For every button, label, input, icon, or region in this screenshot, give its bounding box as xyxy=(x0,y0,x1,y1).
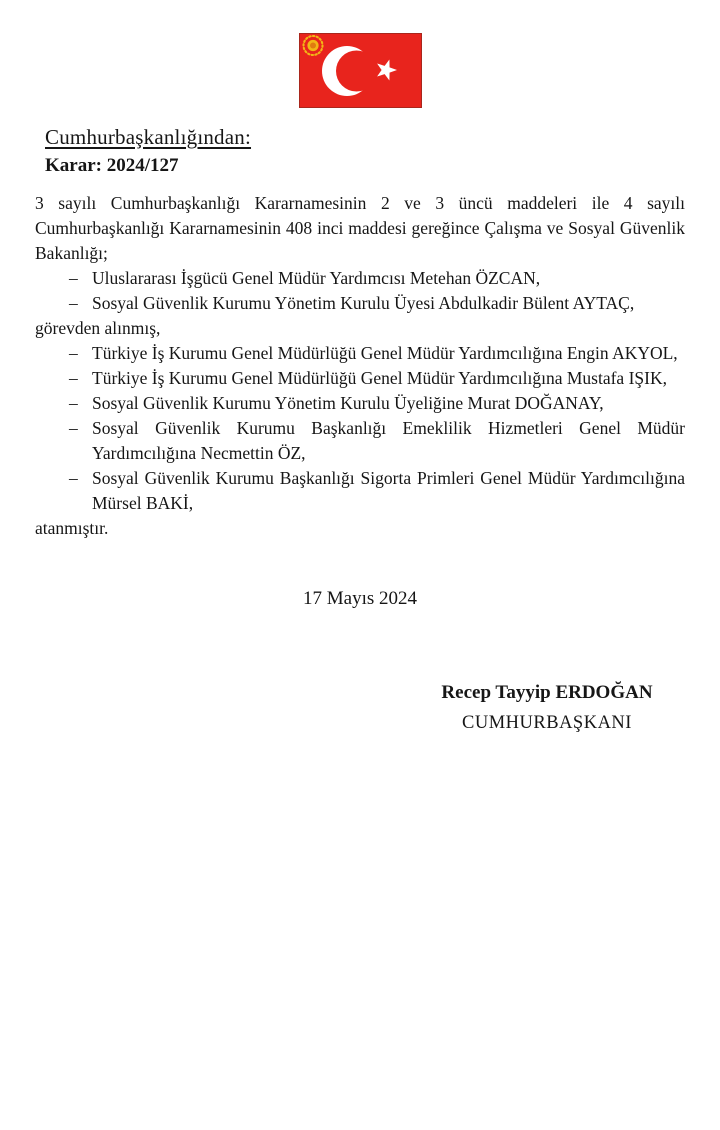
document-date: 17 Mayıs 2024 xyxy=(303,588,417,609)
document-heading xyxy=(45,124,685,178)
list-item-text: Sosyal Güvenlik Kurumu Başkanlığı Sigorta Primleri Genel Müdür Yardımcılığına Mürsel BAKİ, xyxy=(92,468,685,513)
dash-bullet: – xyxy=(69,393,78,413)
decree-body xyxy=(35,191,685,541)
list-item-text: Sosyal Güvenlik Kurumu Yönetim Kurulu Üyeliğine Murat DOĞANAY, xyxy=(92,393,604,413)
signature-block xyxy=(417,681,677,735)
issuer-line xyxy=(45,124,685,151)
decision-number: Karar: 2024/127 xyxy=(45,155,179,176)
dash-bullet: – xyxy=(69,293,78,313)
list-item-appointed xyxy=(35,416,685,466)
signatory-name: Recep Tayyip ERDOĞAN xyxy=(441,682,653,703)
list-item-dismissed xyxy=(35,291,685,316)
dash-bullet: – xyxy=(69,368,78,388)
dash-bullet: – xyxy=(69,418,78,438)
list-item-text: Sosyal Güvenlik Kurumu Yönetim Kurulu Üyesi Abdulkadir Bülent AYTAÇ, xyxy=(92,293,635,313)
signatory-title: CUMHURBAŞKANI xyxy=(462,713,632,733)
dash-bullet: – xyxy=(69,468,78,488)
list-item-appointed xyxy=(35,391,685,416)
list-item-appointed xyxy=(35,366,685,391)
dismissal-note: görevden alınmış, xyxy=(35,318,161,338)
list-item-text: Türkiye İş Kurumu Genel Müdürlüğü Genel Müdür Yardımcılığına Mustafa IŞIK, xyxy=(92,368,667,388)
list-item-appointed xyxy=(35,466,685,516)
appointment-note: atanmıştır. xyxy=(35,518,109,538)
list-item-dismissed xyxy=(35,266,685,291)
issuer-heading: Cumhurbaşkanlığından: xyxy=(45,125,252,149)
turkish-flag-emblem xyxy=(299,33,422,108)
dash-bullet: – xyxy=(69,343,78,363)
intro-paragraph: 3 sayılı Cumhurbaşkanlığı Kararnamesinin 2 ve 3 üncü maddeleri ile 4 sayılı Cumhurbaşkanlığı Kararnamesinin 408 inci maddesi gereğince Çalışma ve Sosyal Güvenlik Bakanlığı; xyxy=(35,193,685,263)
dash-bullet: – xyxy=(69,268,78,288)
list-item-text: Sosyal Güvenlik Kurumu Başkanlığı Emeklilik Hizmetleri Genel Müdür Yardımcılığına Necmettin ÖZ, xyxy=(92,418,685,463)
list-item-appointed xyxy=(35,341,685,366)
list-item-text: Türkiye İş Kurumu Genel Müdürlüğü Genel Müdür Yardımcılığına Engin AKYOL, xyxy=(92,343,678,363)
turkish-flag-icon xyxy=(299,33,422,108)
list-item-text: Uluslararası İşgücü Genel Müdür Yardımcısı Metehan ÖZCAN, xyxy=(92,268,541,288)
